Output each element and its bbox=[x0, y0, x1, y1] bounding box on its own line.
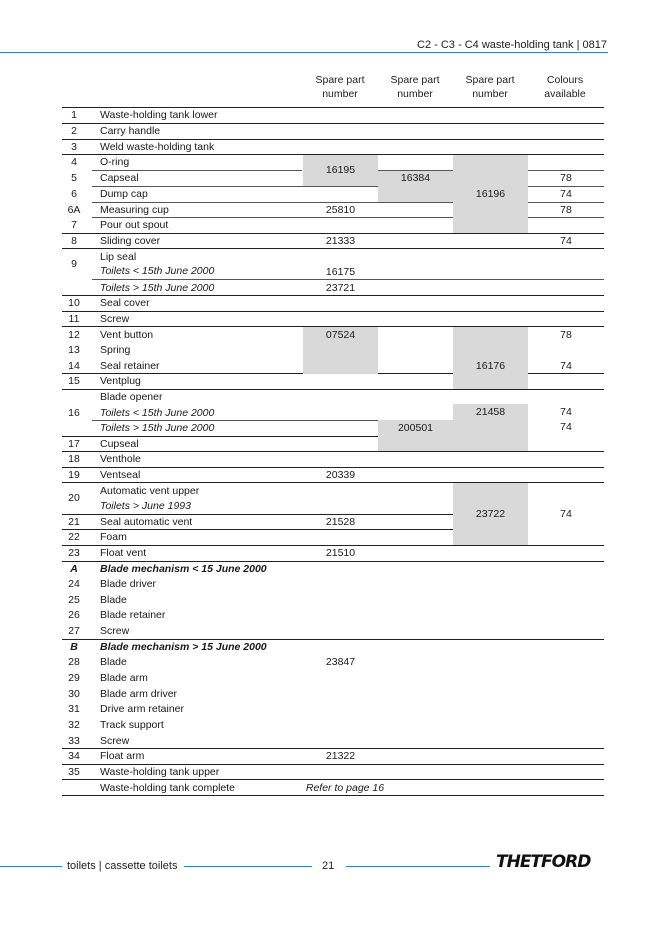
column-heading-spare-part-3: Spare part number bbox=[465, 74, 515, 100]
footer-rule bbox=[184, 866, 312, 867]
part-number: 21333 bbox=[325, 235, 356, 247]
item-description: Waste-holding tank complete bbox=[100, 782, 236, 794]
table-rule bbox=[62, 779, 604, 780]
item-description: Blade arm driver bbox=[100, 688, 178, 700]
item-description: Float arm bbox=[100, 750, 145, 762]
part-number: 23847 bbox=[325, 656, 356, 668]
column-heading-spare-part-2: Spare part number bbox=[390, 74, 440, 100]
part-number: 16195 bbox=[325, 164, 356, 176]
group-letter: A bbox=[70, 563, 78, 575]
item-number: 18 bbox=[68, 453, 80, 465]
part-number: 21510 bbox=[325, 547, 356, 559]
table-rule bbox=[62, 764, 604, 765]
item-number: 10 bbox=[68, 297, 80, 309]
item-number: 17 bbox=[68, 438, 80, 450]
table-rule bbox=[62, 233, 604, 234]
table-rule bbox=[62, 389, 604, 390]
footer-rule bbox=[346, 866, 490, 867]
item-description: Weld waste-holding tank bbox=[100, 141, 215, 153]
item-number: 3 bbox=[71, 141, 77, 153]
item-description: Seal cover bbox=[100, 297, 150, 309]
header-rule bbox=[0, 52, 608, 53]
column-heading-spare-part-1: Spare part number bbox=[315, 74, 365, 100]
item-description: O-ring bbox=[100, 156, 130, 168]
item-description: Float vent bbox=[100, 547, 147, 559]
item-description: Venthole bbox=[100, 453, 141, 465]
table-rule bbox=[528, 170, 604, 171]
part-number: 16196 bbox=[475, 188, 506, 200]
item-number: 15 bbox=[68, 375, 80, 387]
part-number: 200501 bbox=[397, 422, 434, 434]
shaded-cell bbox=[453, 327, 528, 389]
item-description: Sliding cover bbox=[100, 235, 161, 247]
item-number: 30 bbox=[68, 688, 80, 700]
table-rule bbox=[92, 170, 302, 171]
item-number: 20 bbox=[68, 492, 80, 504]
refer-note: Refer to page 16 bbox=[305, 782, 385, 794]
table-rule bbox=[528, 373, 604, 374]
item-number: 21 bbox=[68, 516, 80, 528]
item-description: Screw bbox=[100, 735, 130, 747]
colour-code: 74 bbox=[560, 235, 572, 247]
table-rule bbox=[528, 202, 604, 203]
page-header-title: C2 - C3 - C4 waste-holding tank | 0817 bbox=[417, 39, 607, 51]
item-description: Foam bbox=[100, 531, 127, 543]
item-description: Blade opener bbox=[100, 391, 163, 403]
table-rule bbox=[62, 482, 604, 483]
item-description: Toilets < 15th June 2000 bbox=[100, 407, 215, 419]
part-number: 21458 bbox=[475, 406, 506, 418]
item-description: Pour out spout bbox=[100, 219, 169, 231]
table-rule bbox=[378, 373, 453, 374]
item-description: Capseal bbox=[100, 172, 139, 184]
item-number: 33 bbox=[68, 735, 80, 747]
table-rule bbox=[92, 420, 378, 421]
item-number: 5 bbox=[71, 172, 77, 184]
item-number: 32 bbox=[68, 719, 80, 731]
table-rule bbox=[62, 373, 303, 374]
item-number: 13 bbox=[68, 344, 80, 356]
table-rule bbox=[62, 795, 604, 796]
table-rule bbox=[62, 639, 604, 640]
item-number: 2 bbox=[71, 125, 77, 137]
footer-section-label: toilets | cassette toilets bbox=[67, 860, 178, 872]
table-rule bbox=[62, 748, 604, 749]
item-number: 14 bbox=[68, 360, 80, 372]
colour-code: 78 bbox=[560, 329, 572, 341]
item-description: Toilets > June 1993 bbox=[100, 500, 191, 512]
item-description: Screw bbox=[100, 313, 130, 325]
item-number: 12 bbox=[68, 329, 80, 341]
item-description: Blade driver bbox=[100, 578, 157, 590]
item-number: 31 bbox=[68, 703, 80, 715]
item-number: 1 bbox=[71, 109, 77, 121]
item-number: 19 bbox=[68, 469, 80, 481]
group-letter: B bbox=[70, 641, 78, 653]
item-number: 16 bbox=[68, 407, 80, 419]
part-number: 07524 bbox=[325, 329, 356, 341]
item-description: Blade retainer bbox=[100, 609, 166, 621]
item-description: Seal automatic vent bbox=[100, 516, 193, 528]
item-description: Spring bbox=[100, 344, 131, 356]
item-description: Ventplug bbox=[100, 375, 141, 387]
group-heading: Blade mechanism > 15 June 2000 bbox=[100, 641, 267, 653]
table-rule bbox=[62, 529, 453, 530]
table-rule bbox=[92, 279, 604, 280]
colour-code: 74 bbox=[560, 508, 572, 520]
colour-code: 78 bbox=[560, 172, 572, 184]
item-description: Blade arm bbox=[100, 672, 148, 684]
item-number: 6 bbox=[71, 188, 77, 200]
table-rule bbox=[62, 123, 604, 124]
table-rule bbox=[62, 545, 604, 546]
item-number: 25 bbox=[68, 594, 80, 606]
item-description: Automatic vent upper bbox=[100, 485, 200, 497]
item-description: Waste-holding tank upper bbox=[100, 766, 220, 778]
item-description: Toilets > 15th June 2000 bbox=[100, 282, 215, 294]
item-description: Blade bbox=[100, 656, 127, 668]
colour-code: 74 bbox=[560, 421, 572, 433]
item-description: Cupseal bbox=[100, 438, 139, 450]
table-rule bbox=[62, 467, 604, 468]
part-number: 23722 bbox=[475, 508, 506, 520]
table-rule bbox=[62, 154, 604, 155]
item-number: 27 bbox=[68, 625, 80, 637]
item-number: 35 bbox=[68, 766, 80, 778]
colour-code: 74 bbox=[560, 360, 572, 372]
table-rule bbox=[62, 248, 604, 249]
table-rule bbox=[62, 311, 604, 312]
item-number: 8 bbox=[71, 235, 77, 247]
item-description: Seal retainer bbox=[100, 360, 160, 372]
table-rule bbox=[62, 139, 604, 140]
part-number: 21322 bbox=[325, 750, 356, 762]
thetford-logo: THETFORD bbox=[496, 852, 591, 872]
table-rule bbox=[62, 514, 453, 515]
part-number: 16384 bbox=[400, 172, 431, 184]
part-number: 25810 bbox=[325, 204, 356, 216]
item-description: Dump cap bbox=[100, 188, 148, 200]
item-number: 29 bbox=[68, 672, 80, 684]
part-number: 20339 bbox=[325, 469, 356, 481]
item-number: 34 bbox=[68, 750, 80, 762]
table-rule bbox=[92, 186, 378, 187]
item-number: 9 bbox=[71, 258, 77, 270]
item-number: 26 bbox=[68, 609, 80, 621]
item-description: Lip seal bbox=[100, 251, 137, 263]
table-rule bbox=[528, 217, 604, 218]
item-description: Track support bbox=[100, 719, 164, 731]
table-rule bbox=[62, 436, 378, 437]
column-heading-colours: Colours available bbox=[544, 74, 586, 100]
item-description: Screw bbox=[100, 625, 130, 637]
item-description: Toilets > 15th June 2000 bbox=[100, 422, 215, 434]
colour-code: 78 bbox=[560, 204, 572, 216]
table-rule bbox=[62, 561, 604, 562]
page-number: 21 bbox=[322, 860, 335, 872]
item-description: Carry handle bbox=[100, 125, 161, 137]
item-number: 4 bbox=[71, 156, 77, 168]
table-rule bbox=[62, 107, 604, 108]
item-number: 6A bbox=[67, 204, 81, 216]
item-number: 7 bbox=[71, 219, 77, 231]
footer-rule bbox=[0, 866, 62, 867]
table-rule bbox=[62, 451, 604, 452]
table-rule bbox=[92, 217, 453, 218]
part-number: 16176 bbox=[475, 360, 506, 372]
item-description: Ventseal bbox=[100, 469, 141, 481]
colour-code: 74 bbox=[560, 188, 572, 200]
table-rule bbox=[62, 295, 604, 296]
item-number: 28 bbox=[68, 656, 80, 668]
table-rule bbox=[378, 170, 453, 171]
part-number: 23721 bbox=[325, 282, 356, 294]
table-rule bbox=[528, 186, 604, 187]
colour-code: 74 bbox=[560, 406, 572, 418]
group-heading: Blade mechanism < 15 June 2000 bbox=[100, 563, 267, 575]
item-number: 11 bbox=[68, 313, 80, 325]
part-number: 21528 bbox=[325, 516, 356, 528]
item-description: Toilets < 15th June 2000 bbox=[100, 265, 215, 277]
part-number: 16175 bbox=[325, 266, 356, 278]
table-rule bbox=[92, 202, 453, 203]
item-number: 22 bbox=[68, 531, 80, 543]
item-description: Vent button bbox=[100, 329, 154, 341]
item-description: Measuring cup bbox=[100, 204, 169, 216]
item-description: Drive arm retainer bbox=[100, 703, 185, 715]
item-number: 23 bbox=[68, 547, 80, 559]
table-rule bbox=[62, 326, 604, 327]
item-description: Blade bbox=[100, 594, 127, 606]
item-number: 24 bbox=[68, 578, 80, 590]
item-description: Waste-holding tank lower bbox=[100, 109, 218, 121]
